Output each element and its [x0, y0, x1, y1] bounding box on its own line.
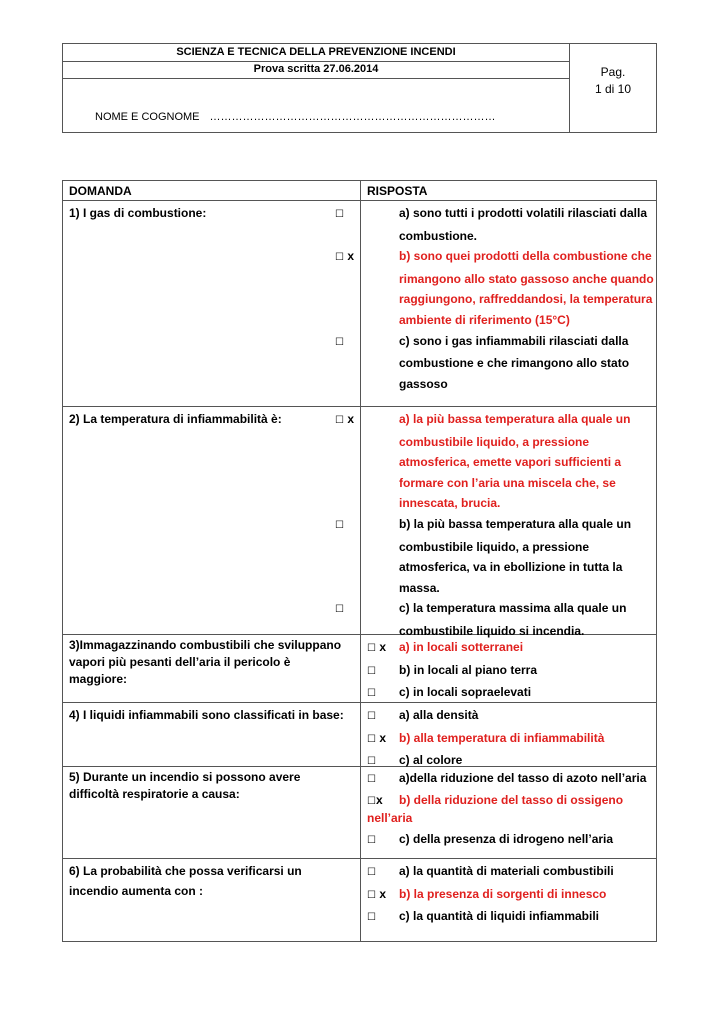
option-3c[interactable]: ☐ c) in locali sopraelevati — [367, 685, 532, 700]
option-1b[interactable]: ☐ x b) sono quei prodotti della combustione che rimangono allo stato gassoso anche quando raggiungono, raffreddandosi, la temperatura ambiente di riferimento (15°C) — [335, 249, 654, 327]
option-4a[interactable]: ☐ a) alla densità — [367, 708, 479, 722]
table-header-row — [63, 181, 656, 201]
question-4: 4) I liquidi infiammabili sono classificati in base: — [69, 708, 344, 722]
checked-mark: x — [379, 886, 386, 901]
option-3b[interactable]: ☐ b) in locali al piano terra — [367, 662, 538, 677]
checked-mark: x — [379, 730, 386, 745]
checked-mark: x — [347, 249, 354, 264]
option-4c[interactable]: ☐ c) al colore — [367, 753, 463, 768]
question-3: 3)Immagazzinando combustibili che sviluppano vapori più pesanti dell’aria il pericolo è maggiore: — [69, 638, 342, 686]
page-label: Pag. — [600, 65, 626, 79]
option-4b[interactable]: ☐ x b) alla temperatura di infiammabilità — [367, 730, 605, 745]
option-6c[interactable]: ☐ c) la quantità di liquidi infiammabili — [367, 909, 600, 924]
checkbox-icon[interactable]: ☐ — [335, 415, 344, 426]
col-answer-header: RISPOSTA — [367, 184, 428, 198]
answers-3 — [367, 637, 655, 705]
table-row-q6 — [63, 859, 656, 941]
checkbox-icon[interactable]: ☐ — [335, 604, 344, 616]
checked-mark: x — [375, 793, 383, 807]
answers-6 — [367, 861, 655, 929]
option-3a[interactable]: ☐ x a) in locali sotterranei — [367, 640, 524, 654]
answers-5 — [367, 769, 655, 849]
checkbox-icon[interactable]: ☐ — [367, 835, 376, 846]
checkbox-icon[interactable]: ☐ — [335, 519, 344, 531]
table-row-q4 — [63, 703, 656, 767]
answers-2 — [335, 409, 655, 642]
checkbox-icon[interactable]: ☐ — [367, 912, 376, 924]
checkbox-icon[interactable]: ☐ — [335, 209, 344, 220]
option-2b[interactable]: ☐ b) la più bassa temperatura alla quale un combustibile liquido, a pressione atmosferica, va in ebollizione in tutta la massa. — [335, 516, 632, 595]
page-number: 1 di 10 — [594, 82, 632, 96]
table-row-q2 — [63, 407, 656, 638]
answers-1 — [335, 203, 655, 394]
question-6: 6) La probabilità che possa verificarsi un incendio aumenta con : — [69, 864, 302, 898]
checkbox-icon[interactable]: ☐ — [335, 336, 344, 348]
exam-date: Prova scritta 27.06.2014 — [63, 61, 569, 79]
answers-4 — [367, 705, 655, 773]
question-2: 2) La temperatura di infiammabilità è: — [69, 412, 282, 426]
question-5: 5) Durante un incendio si possono avere difficoltà respiratorie a causa: — [69, 770, 301, 801]
name-label: NOME E COGNOME — [95, 111, 200, 123]
option-6a[interactable]: ☐ a) la quantità di materiali combustibili — [367, 864, 614, 878]
questions-table — [62, 180, 657, 942]
checkbox-icon[interactable]: ☐ — [335, 252, 344, 264]
checkbox-icon[interactable]: ☐ — [367, 774, 376, 785]
option-5a[interactable]: ☐ a)della riduzione del tasso di azoto nell’aria — [367, 771, 647, 785]
option-1a[interactable]: ☐ a) sono tutti i prodotti volatili rilasciati dalla combustione. — [335, 206, 648, 243]
table-row-q3 — [63, 635, 656, 703]
table-row-q1 — [63, 201, 656, 407]
page-indicator — [569, 44, 657, 98]
name-line — [95, 111, 496, 123]
checked-mark: x — [347, 412, 354, 426]
col-question-header: DOMANDA — [69, 184, 132, 198]
question-1: 1) I gas di combustione: — [69, 206, 207, 220]
checkbox-icon[interactable]: ☐ — [367, 796, 376, 807]
checkbox-icon[interactable]: ☐ — [367, 867, 376, 878]
table-row-q5 — [63, 767, 656, 859]
checkbox-icon[interactable]: ☐ — [367, 889, 376, 901]
option-6b[interactable]: ☐ x b) la presenza di sorgenti di innesco — [367, 886, 607, 901]
checkbox-icon[interactable]: ☐ — [367, 688, 376, 700]
option-5c[interactable]: ☐ c) della presenza di idrogeno nell’aria — [367, 832, 614, 846]
checkbox-icon[interactable]: ☐ — [367, 665, 376, 677]
exam-header — [62, 43, 657, 133]
option-2c[interactable]: ☐ c) la temperatura massima alla quale un combustibile liquido si incendia. — [335, 601, 627, 638]
option-2a[interactable]: ☐ x a) la più bassa temperatura alla quale un combustibile liquido, a pressione atmosferica, emette vapori sufficienti a formare con l’aria una miscela che, se innescata, brucia. — [335, 412, 631, 511]
checkbox-icon[interactable]: ☐ — [367, 756, 376, 768]
checkbox-icon[interactable]: ☐ — [367, 733, 376, 745]
checked-mark: x — [379, 640, 386, 654]
checkbox-icon[interactable]: ☐ — [367, 711, 376, 722]
header-left — [63, 44, 570, 132]
checkbox-icon[interactable]: ☐ — [367, 643, 376, 654]
option-5b[interactable]: ☐x b) della riduzione del tasso di ossigeno nell’aria — [367, 793, 624, 825]
name-dots: …………………………………………………………………… — [209, 111, 496, 123]
option-1c[interactable]: ☐ c) sono i gas infiammabili rilasciati dalla combustione e che rimangono allo stato gassoso — [335, 333, 630, 391]
exam-title: SCIENZA E TECNICA DELLA PREVENZIONE INCENDI — [63, 44, 569, 62]
